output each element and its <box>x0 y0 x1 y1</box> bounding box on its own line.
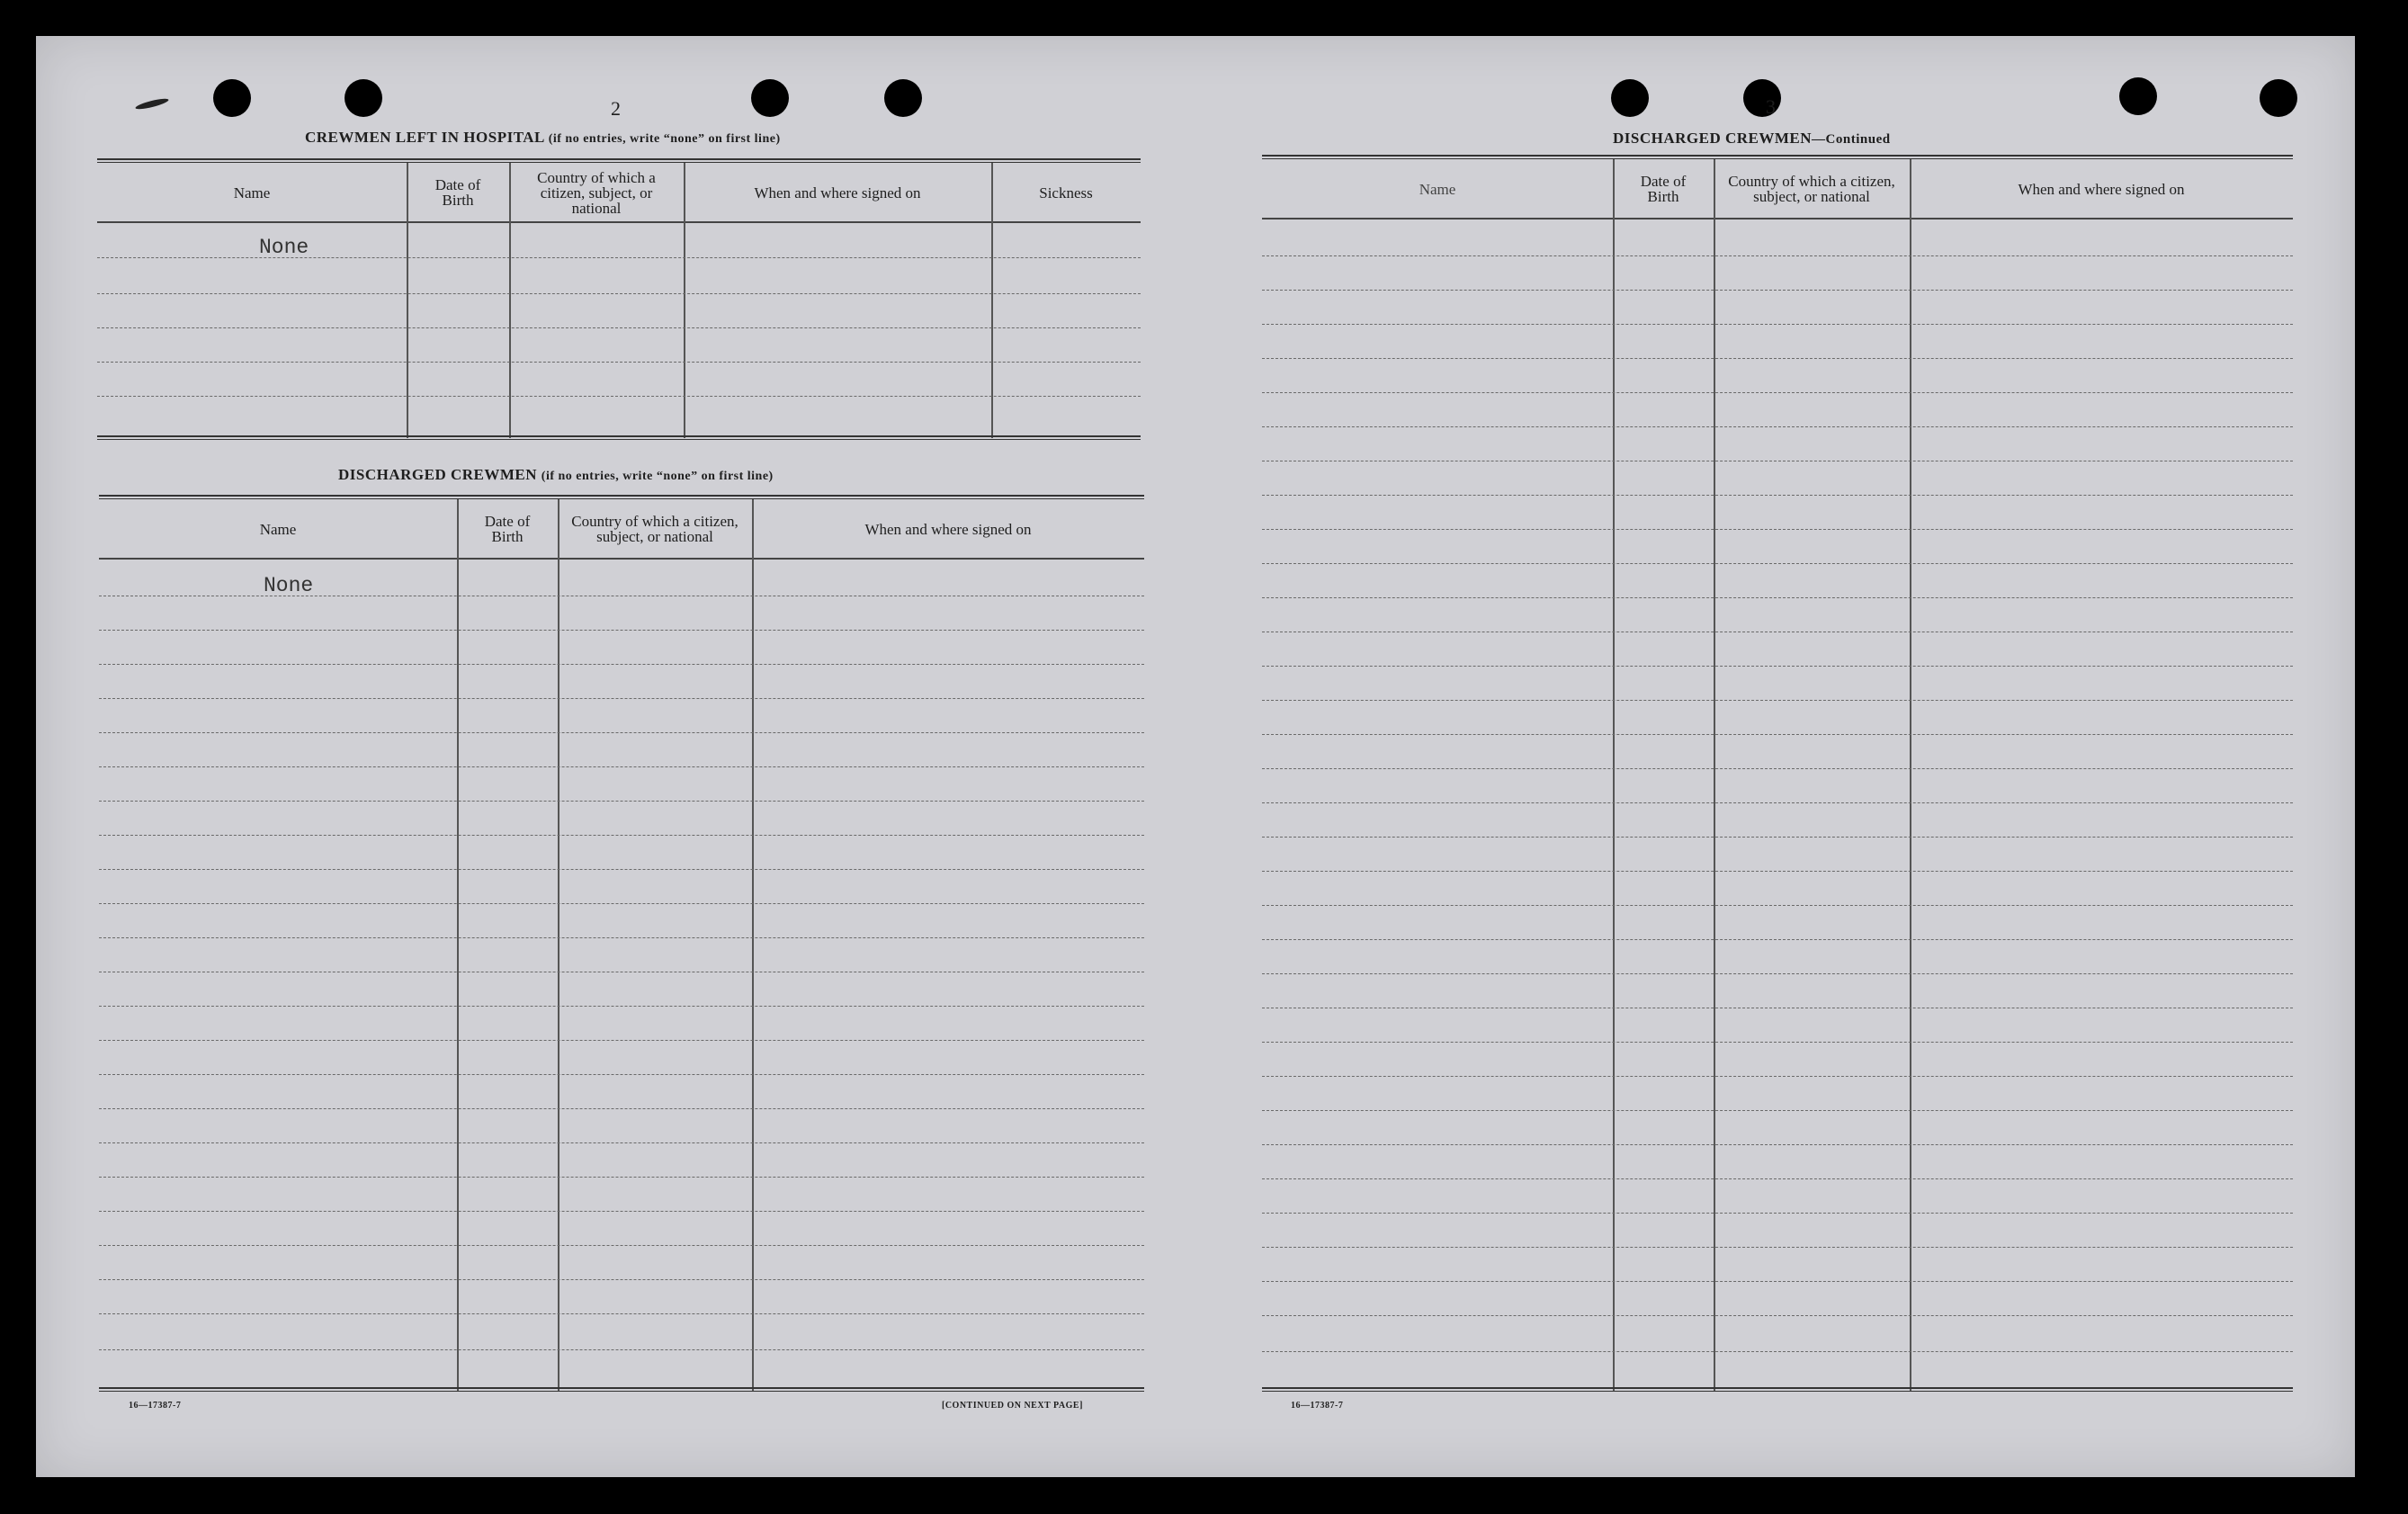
column-header-country: Country of which a citizen, subject, or national <box>571 513 739 545</box>
column-header-date-of-birth: Date of Birth <box>1640 173 1687 205</box>
discharged-section-title <box>338 466 774 484</box>
hospital-section-title <box>305 129 781 147</box>
page-number-right: 3 <box>1766 95 1776 118</box>
column-header-name: Name <box>233 184 271 202</box>
form-number-right: 16—17387-7 <box>1291 1401 1344 1411</box>
column-header-signed-on: When and where signed on <box>864 520 1032 538</box>
column-header-signed-on: When and where signed on <box>754 184 921 202</box>
punch-hole <box>2119 77 2157 115</box>
discharged-continued-title <box>1613 130 1891 148</box>
column-header-name: Name <box>259 520 297 538</box>
hospital-table <box>97 158 1141 443</box>
column-header-date-of-birth: Date of Birth <box>484 513 531 545</box>
hospital-entry-none: None <box>259 236 309 259</box>
discharged-title-text: DISCHARGED CREWMEN <box>338 466 538 483</box>
punch-hole <box>2260 79 2297 117</box>
column-header-country: Country of which a citizen, subject, or national <box>1728 173 1895 205</box>
page-number-left: 2 <box>611 97 621 120</box>
punch-hole <box>751 79 789 117</box>
column-header-name: Name <box>1419 180 1456 198</box>
hospital-title-text: CREWMEN LEFT IN HOSPITAL <box>305 129 544 146</box>
punch-hole <box>884 79 922 117</box>
discharged-continued-table <box>1262 155 2293 1394</box>
discharged-table <box>99 495 1144 1394</box>
discharged-entry-none: None <box>264 574 314 597</box>
hospital-instruction-text: (if no entries, write “none” on first line) <box>548 132 781 146</box>
punch-hole <box>213 79 251 117</box>
column-header-sickness: Sickness <box>1039 184 1093 202</box>
column-header-signed-on: When and where signed on <box>2018 180 2185 198</box>
discharged-continued-title-text: DISCHARGED CREWMEN <box>1613 130 1813 147</box>
discharged-instruction-text: (if no entries, write “none” on first line) <box>541 470 774 483</box>
column-header-date-of-birth: Date of Birth <box>434 176 481 209</box>
punch-hole <box>1611 79 1649 117</box>
continued-subtitle: —Continued <box>1812 132 1891 147</box>
punch-hole <box>345 79 382 117</box>
continued-note: [CONTINUED ON NEXT PAGE] <box>942 1401 1083 1411</box>
column-header-country: Country of which a citizen, subject, or national <box>537 168 656 217</box>
form-number-left: 16—17387-7 <box>129 1401 182 1411</box>
